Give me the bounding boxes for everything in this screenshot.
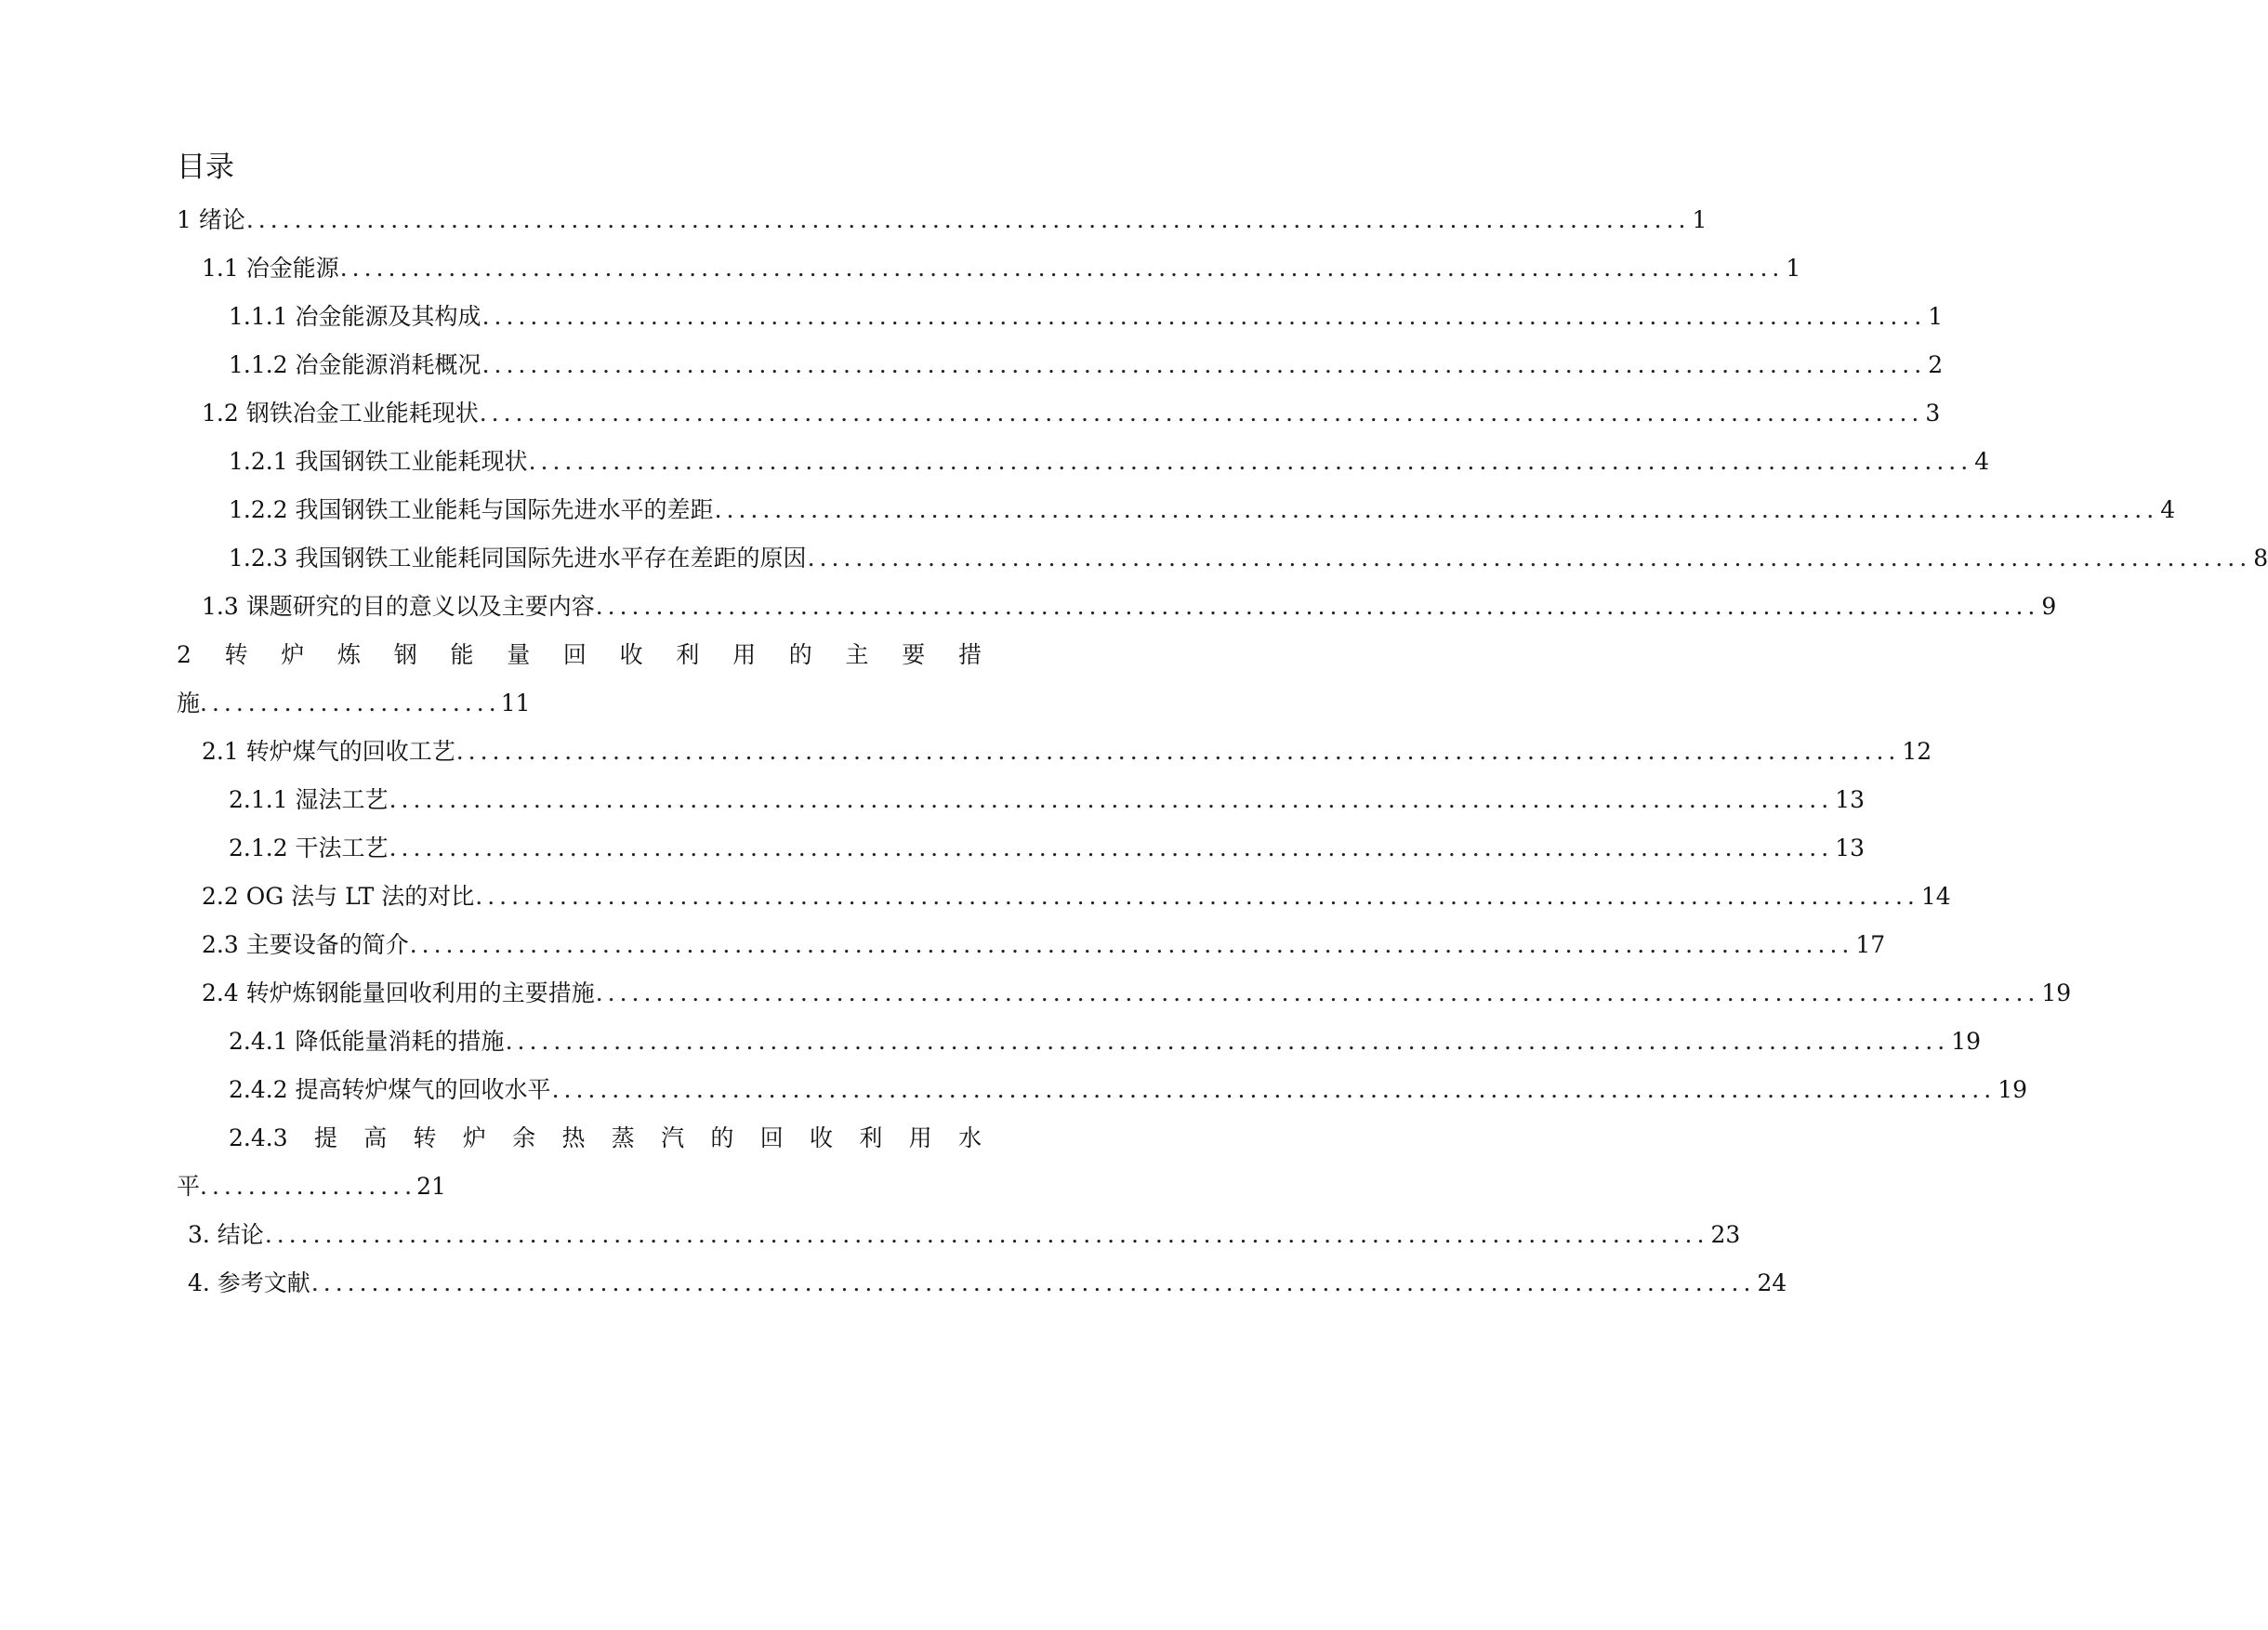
toc-entry[interactable]: [177, 776, 1865, 824]
toc-page-number: 17: [1855, 931, 1886, 958]
toc-entry-label: 1.2.3 我国钢铁工业能耗同国际先进水平存在差距的原因: [229, 545, 807, 572]
toc-label-part: 炉: [462, 1124, 486, 1151]
toc-entry[interactable]: [177, 1066, 2027, 1114]
toc-label-part: 用: [732, 641, 757, 668]
toc-label-part: 热: [561, 1124, 586, 1151]
toc-page-number: 4: [2160, 496, 2176, 523]
toc-entry-label: 4. 参考文献: [188, 1269, 310, 1296]
toc-entry-label: 2.4.2 提高转炉煤气的回收水平: [229, 1076, 551, 1103]
toc-entry-wrapped[interactable]: [177, 1114, 982, 1211]
toc-entry-label: 1.1.2 冶金能源消耗概况: [229, 351, 481, 378]
toc-page-number: 3: [1925, 400, 1941, 427]
toc-label-part: 转: [413, 1124, 437, 1151]
dot-leader: .........................: [200, 690, 501, 716]
dot-leader: ........................................................................................................................: [264, 1221, 1709, 1248]
toc-page-number: 1: [1928, 303, 1944, 330]
toc-label-tail: 平: [177, 1173, 201, 1200]
toc-entry-wrapped[interactable]: [177, 631, 982, 728]
toc-entry[interactable]: [177, 921, 1886, 969]
toc-entry-label: 1.2.2 我国钢铁工业能耗与国际先进水平的差距: [229, 496, 714, 523]
toc-page-number: 9: [2041, 593, 2057, 620]
dot-leader: ........................................................................................................................: [409, 931, 1854, 958]
toc-entry-label: 2.3 主要设备的简介: [202, 931, 409, 958]
toc-page-number: 13: [1835, 835, 1865, 861]
dot-leader: ........................................................................................................................: [528, 448, 1973, 475]
toc-entry-label: 1.1.1 冶金能源及其构成: [229, 303, 481, 330]
toc-entry-label: 3. 结论: [188, 1221, 264, 1248]
toc-entry[interactable]: [177, 824, 1865, 873]
toc-entry[interactable]: [177, 1018, 1981, 1066]
toc-entry-label: 2.1 转炉煤气的回收工艺: [202, 738, 455, 765]
toc-page-number: 1: [1692, 206, 1708, 233]
table-of-contents: [177, 196, 2268, 1308]
toc-entry[interactable]: [177, 244, 1801, 293]
toc-entry[interactable]: [177, 196, 1708, 244]
toc-page-number: 19: [2041, 979, 2072, 1006]
toc-label-part: 炉: [281, 641, 305, 668]
toc-page-number: 11: [500, 690, 531, 716]
toc-label-part: 余: [512, 1124, 536, 1151]
toc-label-part: 蒸: [611, 1124, 635, 1151]
dot-leader: ..................: [200, 1173, 417, 1200]
toc-page-number: 8: [2253, 545, 2268, 572]
toc-label-part: 收: [810, 1124, 834, 1151]
dot-leader: ........................................................................................................................: [389, 786, 1834, 813]
toc-page-number: 19: [1951, 1028, 1981, 1055]
toc-title: 目录: [177, 151, 234, 184]
toc-entry-label: 1.2 钢铁冶金工业能耗现状: [202, 400, 479, 427]
toc-page-number: 2: [1928, 351, 1944, 378]
toc-entry-label: 2.4.1 降低能量消耗的措施: [229, 1028, 505, 1055]
toc-label-part: 的: [710, 1124, 734, 1151]
toc-entry[interactable]: [177, 728, 1932, 776]
toc-entry[interactable]: [177, 389, 1941, 438]
toc-entry[interactable]: [177, 534, 2268, 583]
dot-leader: ........................................................................................................................: [481, 303, 1927, 330]
dot-leader: ........................................................................................................................: [481, 351, 1927, 378]
toc-label-part: 量: [507, 641, 531, 668]
toc-entry-label: 2.1.1 湿法工艺: [229, 786, 389, 813]
toc-entry[interactable]: [177, 969, 2072, 1018]
toc-label-part: 钢: [393, 641, 417, 668]
dot-leader: ........................................................................................................................: [245, 206, 1691, 233]
toc-label-part: 水: [957, 1124, 982, 1151]
toc-page-number: 12: [1902, 738, 1932, 765]
toc-entry[interactable]: [177, 873, 1951, 921]
toc-page-number: 4: [1974, 448, 1990, 475]
dot-leader: ........................................................................................................................: [475, 883, 1919, 910]
toc-page-number: 14: [1920, 883, 1951, 910]
toc-entry[interactable]: [177, 1211, 1741, 1259]
toc-label-part: 回: [562, 641, 587, 668]
toc-entry[interactable]: [177, 1259, 1787, 1308]
dot-leader: ........................................................................................................................: [595, 979, 2040, 1006]
dot-leader: ........................................................................................................................: [807, 545, 2252, 572]
toc-page-number: 23: [1710, 1221, 1741, 1248]
toc-entry[interactable]: [177, 293, 1944, 341]
dot-leader: ........................................................................................................................: [505, 1028, 1950, 1055]
toc-entry-label: 1.1 冶金能源: [202, 255, 339, 282]
toc-label-part: 高: [363, 1124, 388, 1151]
toc-label-part: 措: [957, 641, 982, 668]
dot-leader: ........................................................................................................................: [714, 496, 2159, 523]
dot-leader: ........................................................................................................................: [339, 255, 1785, 282]
toc-label-part: 汽: [661, 1124, 685, 1151]
dot-leader: ........................................................................................................................: [455, 738, 1901, 765]
toc-label-part: 转: [224, 641, 248, 668]
toc-page-number: 19: [1998, 1076, 2027, 1103]
toc-entry[interactable]: [177, 583, 2057, 631]
toc-page-number: 13: [1835, 786, 1865, 813]
dot-leader: ........................................................................................................................: [389, 835, 1834, 861]
dot-leader: ........................................................................................................................: [479, 400, 1924, 427]
toc-label-part: 利: [859, 1124, 883, 1151]
toc-page-number: 1: [1786, 255, 1801, 282]
toc-entry-label-justified: [177, 1114, 982, 1163]
toc-page-number: 24: [1757, 1269, 1787, 1296]
toc-page-number: 21: [416, 1173, 446, 1200]
toc-entry-label: 1 绪论: [177, 206, 245, 233]
toc-entry[interactable]: [177, 341, 1944, 389]
toc-entry-label: 2.1.2 干法工艺: [229, 835, 389, 861]
toc-label-part: 2: [177, 641, 191, 668]
toc-label-tail: 施: [177, 690, 201, 716]
toc-label-part: 要: [902, 641, 926, 668]
toc-label-part: 2.4.3: [229, 1124, 288, 1151]
toc-label-part: 炼: [337, 641, 362, 668]
toc-entry-label-justified: [177, 631, 982, 679]
toc-label-part: 提: [313, 1124, 337, 1151]
toc-entry[interactable]: [177, 486, 2176, 534]
dot-leader: ........................................................................................................................: [595, 593, 2040, 620]
toc-label-part: 能: [450, 641, 474, 668]
toc-entry-label: 2.4 转炉炼钢能量回收利用的主要措施: [202, 979, 595, 1006]
toc-entry-label: 2.2 OG 法与 LT 法的对比: [202, 883, 475, 910]
toc-entry-label: 1.2.1 我国钢铁工业能耗现状: [229, 448, 528, 475]
dot-leader: ........................................................................................................................: [310, 1269, 1756, 1296]
toc-entry[interactable]: [177, 438, 1990, 486]
toc-label-part: 收: [619, 641, 643, 668]
toc-label-part: 回: [759, 1124, 784, 1151]
toc-label-part: 利: [676, 641, 700, 668]
dot-leader: ........................................................................................................................: [551, 1076, 1997, 1103]
toc-label-part: 的: [788, 641, 812, 668]
toc-entry-label: 1.3 课题研究的目的意义以及主要内容: [202, 593, 595, 620]
toc-label-part: 用: [908, 1124, 932, 1151]
toc-label-part: 主: [845, 641, 869, 668]
